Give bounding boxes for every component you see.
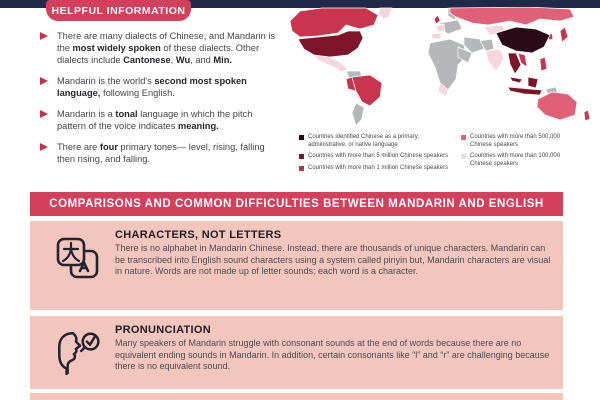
legend-item: Countries with more than 1 million Chinese speakers	[299, 165, 455, 173]
bullet-text: There are many dialects of Chinese, and Mandarin is the most widely spoken of these dialects. Other dialects include Cantonese, Wu, and Min.	[57, 31, 276, 65]
bullet-arrow-icon	[40, 110, 48, 118]
bullet-text: Mandarin is a tonal language in which the pitch pattern of the voice indicates meaning.	[57, 109, 253, 131]
legend-swatch	[461, 135, 466, 140]
translation-icon	[54, 235, 102, 283]
bullet-text: There are four primary tones— level, rising, falling then rising, and falling.	[57, 142, 265, 164]
bullet-text: Mandarin is the world's second most spoken language, following English.	[57, 76, 247, 98]
speaking-icon	[52, 327, 102, 377]
comparison-banner-title: COMPARISONS AND COMMON DIFFICULTIES BETWEEN MANDARIN AND ENGLISH	[49, 198, 544, 210]
legend-item: Countries with more than 5 million Chinese speakers	[299, 153, 455, 161]
comparison-banner	[30, 192, 563, 216]
legend-item: Countries with more than 100,000 Chinese speakers	[461, 153, 573, 168]
legend-swatch	[299, 166, 304, 171]
legend-swatch	[299, 135, 304, 140]
helpful-information-title: HELPFUL INFORMATION	[51, 4, 186, 17]
list-item	[40, 75, 280, 99]
section-body: Many speakers of Mandarin struggle with consonant sounds at the end of words because there are no equivalent ending sounds in Mandarin. In addition, certain consonants like “l” and “r” are challenging because there is no equivalent sound.	[115, 338, 550, 371]
section-title: PRONUNCIATION	[115, 324, 211, 336]
legend-item: Countries identified Chinese as a primary, administrative, or native language	[299, 134, 455, 149]
legend-item: Countries with more than 500,000 Chinese speakers	[461, 134, 573, 149]
list-item	[40, 141, 280, 165]
list-item	[40, 30, 280, 66]
world-map	[288, 7, 600, 129]
world-map-svg	[288, 7, 600, 129]
section-pronunciation	[30, 316, 563, 389]
section-next-partial	[30, 393, 563, 400]
list-item	[40, 108, 280, 132]
section-body: There is no alphabet in Mandarin Chinese. Instead, there are thousands of unique characters. Mandarin can be transcribed into English sound characters using a system called pinyin but, Mandarin characters are visual in nature. Words are not made up of letter sounds; each word is a character.	[115, 243, 551, 276]
legend-swatch	[299, 154, 304, 159]
legend-swatch	[461, 154, 466, 159]
bullet-arrow-icon	[40, 77, 48, 85]
helpful-information-header	[46, 0, 191, 21]
bullet-arrow-icon	[40, 32, 48, 40]
helpful-information-list	[40, 30, 280, 174]
bullet-arrow-icon	[40, 143, 48, 151]
section-characters-not-letters	[30, 221, 563, 310]
map-legend	[299, 134, 573, 176]
section-title: CHARACTERS, NOT LETTERS	[115, 229, 282, 241]
